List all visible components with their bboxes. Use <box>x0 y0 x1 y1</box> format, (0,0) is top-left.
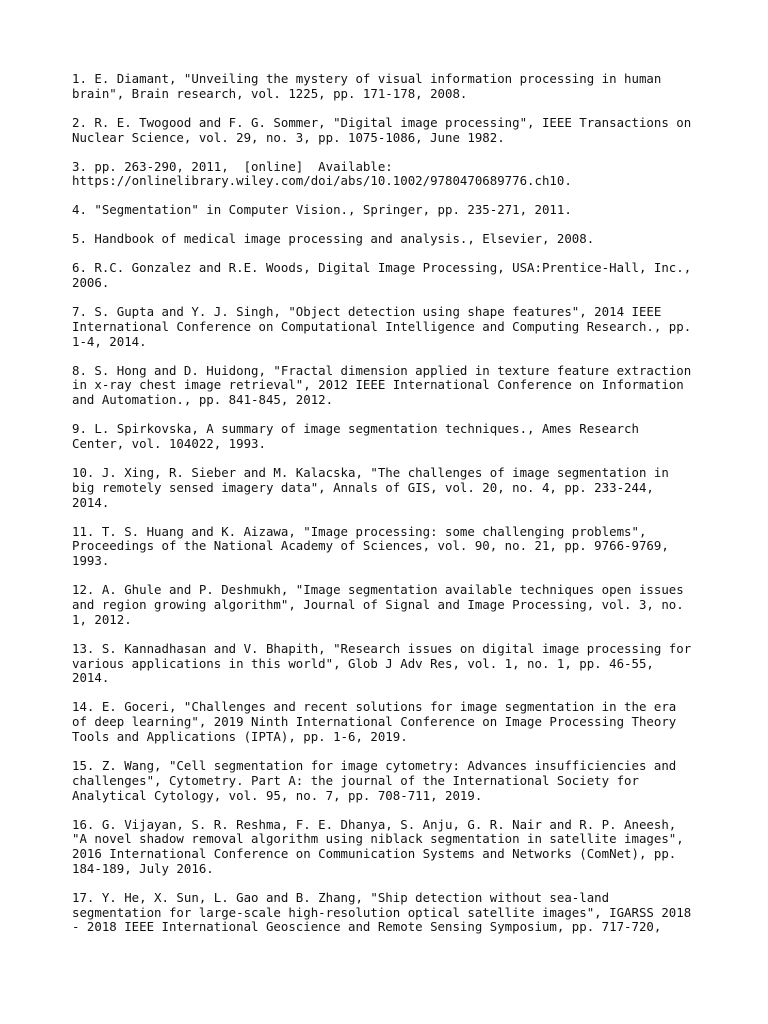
reference-item: 12. A. Ghule and P. Deshmukh, "Image segmentation available techniques open issues and region growing algorithm", Journal of Signal and Image Processing, vol. 3, no. 1, 2012. <box>72 582 684 627</box>
reference-item: 13. S. Kannadhasan and V. Bhapith, "Research issues on digital image processing for various applications in this world", Glob J Adv Res, vol. 1, no. 1, pp. 46-55, 2014. <box>72 640 692 686</box>
reference-item: 14. E. Goceri, "Challenges and recent solutions for image segmentation in the era of deep learning", 2019 Ninth International Conference on Image Processing Theory Tools and Applications (IPTA), pp. 1-6, 2019. <box>72 699 677 744</box>
reference-item: 1. E. Diamant, "Unveiling the mystery of visual information processing in human brain", Brain research, vol. 1225, pp. 171-178, 2008. <box>72 71 662 101</box>
reference-item: 4. "Segmentation" in Computer Vision., Springer, pp. 235-271, 2011. <box>72 202 572 218</box>
reference-item: 6. R.C. Gonzalez and R.E. Woods, Digital Image Processing, USA:Prentice-Hall, Inc., 2006. <box>72 260 692 291</box>
reference-item: 9. L. Spirkovska, A summary of image segmentation techniques., Ames Research Center, vol. 104022, 1993. <box>72 421 639 452</box>
reference-item: 11. T. S. Huang and K. Aizawa, "Image processing: some challenging problems", Proceedings of the National Academy of Sciences, vol. 90, no. 21, pp. 9766-9769, 1993. <box>72 523 669 569</box>
reference-item: 17. Y. He, X. Sun, L. Gao and B. Zhang, "Ship detection without sea-land segmentation for large-scale high-resolution optical satellite images", IGARSS 2018 - 2018 IEEE International Geoscience and Remote Sensing Symposium, pp. 717-720, <box>72 889 692 935</box>
reference-item: 8. S. Hong and D. Huidong, "Fractal dimension applied in texture feature extraction in x-ray chest image retrieval", 2012 IEEE International Conference on Information and Automation., pp. 841-845, 2012. <box>72 362 692 408</box>
reference-item: 5. Handbook of medical image processing and analysis., Elsevier, 2008. <box>72 231 595 247</box>
reference-item: 16. G. Vijayan, S. R. Reshma, F. E. Dhanya, S. Anju, G. R. Nair and R. P. Aneesh, "A novel shadow removal algorithm using niblack segmentation in satellite images", 2016 International Conference on Communication Systems and Networks (ComNet), pp. 184-189, July 2016. <box>72 816 684 876</box>
reference-item: 10. J. Xing, R. Sieber and M. Kalacska, "The challenges of image segmentation in big remotely sensed imagery data", Annals of GIS, vol. 20, no. 4, pp. 233-244, 2014. <box>72 465 669 510</box>
reference-item: 15. Z. Wang, "Cell segmentation for image cytometry: Advances insufficiencies and challenges", Cytometry. Part A: the journal of the International Society for Analytical Cytology, vol. 95, no. 7, pp. 708-711, 2019. <box>72 757 677 803</box>
reference-item: 7. S. Gupta and Y. J. Singh, "Object detection using shape features", 2014 IEEE International Conference on Computational Intelligence and Computing Research., pp. 1-4, 2014. <box>72 304 692 349</box>
reference-item: 2. R. E. Twogood and F. G. Sommer, "Digital image processing", IEEE Transactions on Nuclear Science, vol. 29, no. 3, pp. 1075-1086, June 1982. <box>72 114 692 145</box>
reference-list <box>72 72 708 949</box>
reference-item: 3. pp. 263-290, 2011, [online] Available: https://onlinelibrary.wiley.com/doi/abs/10.1002/9780470689776.ch10. <box>72 158 572 189</box>
